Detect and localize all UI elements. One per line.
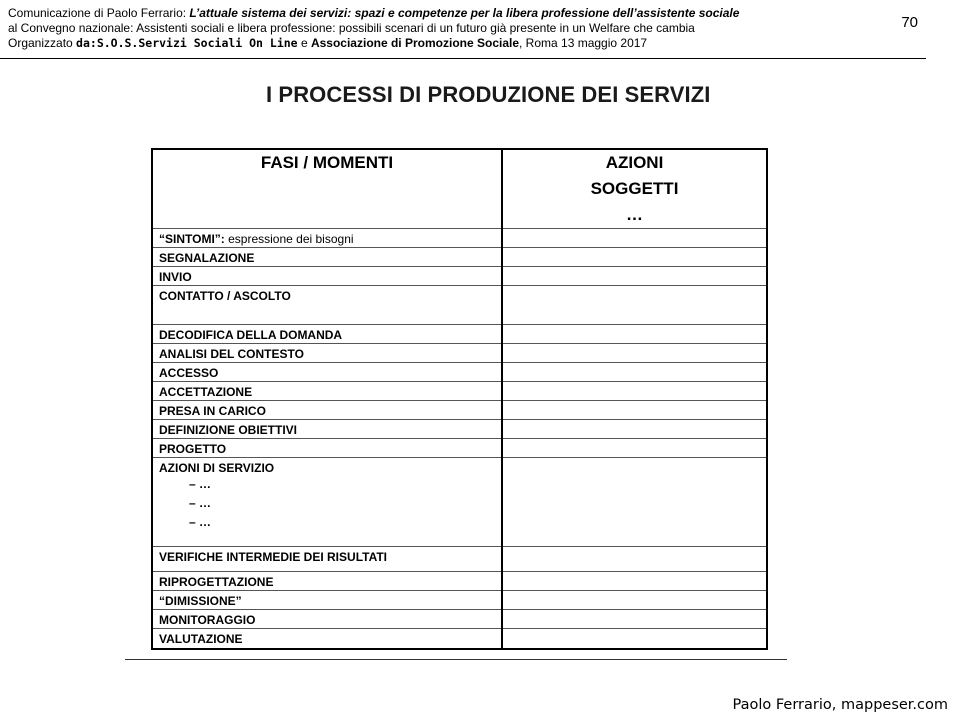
action-cell [502,572,766,591]
action-cell [502,229,766,248]
header-azioni: AZIONI [605,153,664,172]
phase-presa-in-carico: PRESA IN CARICO [153,401,502,420]
citation-prefix: Comunicazione di Paolo Ferrario: [8,6,190,20]
phase-accettazione: ACCETTAZIONE [153,382,502,401]
phase-verifiche: VERIFICHE INTERMEDIE DEI RISULTATI [153,547,502,572]
action-cell [502,344,766,363]
phase-segnalazione: SEGNALAZIONE [153,248,502,267]
action-cell [502,363,766,382]
organizer-and: e [297,36,311,50]
header-soggetti: SOGGETTI [590,179,679,198]
table-row [153,629,766,648]
action-cell [502,248,766,267]
phase-dimissione: “DIMISSIONE” [153,591,502,610]
table-row [153,286,766,325]
action-cell [502,420,766,439]
table-row [153,547,766,572]
table-row [153,229,766,248]
phase-valutazione: VALUTAZIONE [153,629,502,648]
action-cell [502,610,766,629]
citation-line-1 [8,6,838,21]
header-citation [8,6,838,51]
table-row [153,439,766,458]
action-cell [502,267,766,286]
action-cell [502,439,766,458]
phase-invio: INVIO [153,267,502,286]
phase-azioni-label: AZIONI DI SERVIZIO [159,461,275,476]
event-date: , Roma 13 maggio 2017 [519,36,648,50]
phase-analisi: ANALISI DEL CONTESTO [153,344,502,363]
phase-contatto: CONTATTO / ASCOLTO [153,286,502,325]
table-row [153,591,766,610]
table-row [153,363,766,382]
phase-azioni-servizio [153,458,502,547]
table-row [153,420,766,439]
table-row [153,325,766,344]
table-header-row [153,150,766,229]
organizer-prefix: Organizzato [8,36,77,50]
phase-riprogettazione: RIPROGETTAZIONE [153,572,502,591]
phase-decodifica: DECODIFICA DELLA DOMANDA [153,325,502,344]
sub-item: – … [189,477,212,492]
action-cell [502,547,766,572]
action-cell [502,382,766,401]
header-ellipsis: … [626,205,643,224]
table-row [153,267,766,286]
action-cell [502,458,766,547]
table-row [153,401,766,420]
phase-obiettivi: DEFINIZIONE OBIETTIVI [153,420,502,439]
action-cell [502,401,766,420]
talk-title: L’attuale sistema dei servizi: spazi e competenze per la libera professione dell’assistente sociale [189,6,740,20]
process-table [151,148,768,650]
citation-line-2: al Convegno nazionale: Assistenti sociali e libera professione: possibili scenari di un futuro già presente in un Welfare che cambia [8,21,695,35]
action-cell [502,591,766,610]
table-row [153,458,766,547]
action-cell [502,629,766,648]
slide-title: I PROCESSI DI PRODUZIONE DEI SERVIZI [266,82,711,107]
table-row [153,248,766,267]
table-row [153,344,766,363]
action-cell [502,325,766,344]
header-fasi: FASI / MOMENTI [153,150,502,229]
bottom-divider [125,659,787,660]
phase-accesso: ACCESSO [153,363,502,382]
table-row [153,382,766,401]
phase-progetto: PROGETTO [153,439,502,458]
table-row [153,610,766,629]
phase-sintomi [153,229,502,248]
phase-sintomi-label: “SINTOMI”: [159,232,225,247]
table-row [153,572,766,591]
sub-item: – … [189,496,212,511]
sub-item: – … [189,515,212,530]
header-divider [0,58,926,59]
organizer-1: da:S.O.S.Servizi Sociali On Line [76,36,298,50]
page-number: 70 [901,14,918,31]
phase-monitoraggio: MONITORAGGIO [153,610,502,629]
organizer-2: Associazione di Promozione Sociale [310,36,520,50]
phase-sintomi-desc: espressione dei bisogni [224,232,354,247]
footer-credit: Paolo Ferrario, mappeser.com [732,697,948,713]
header-azioni-soggetti [502,150,766,229]
action-cell [502,286,766,325]
citation-line-3 [8,36,838,51]
